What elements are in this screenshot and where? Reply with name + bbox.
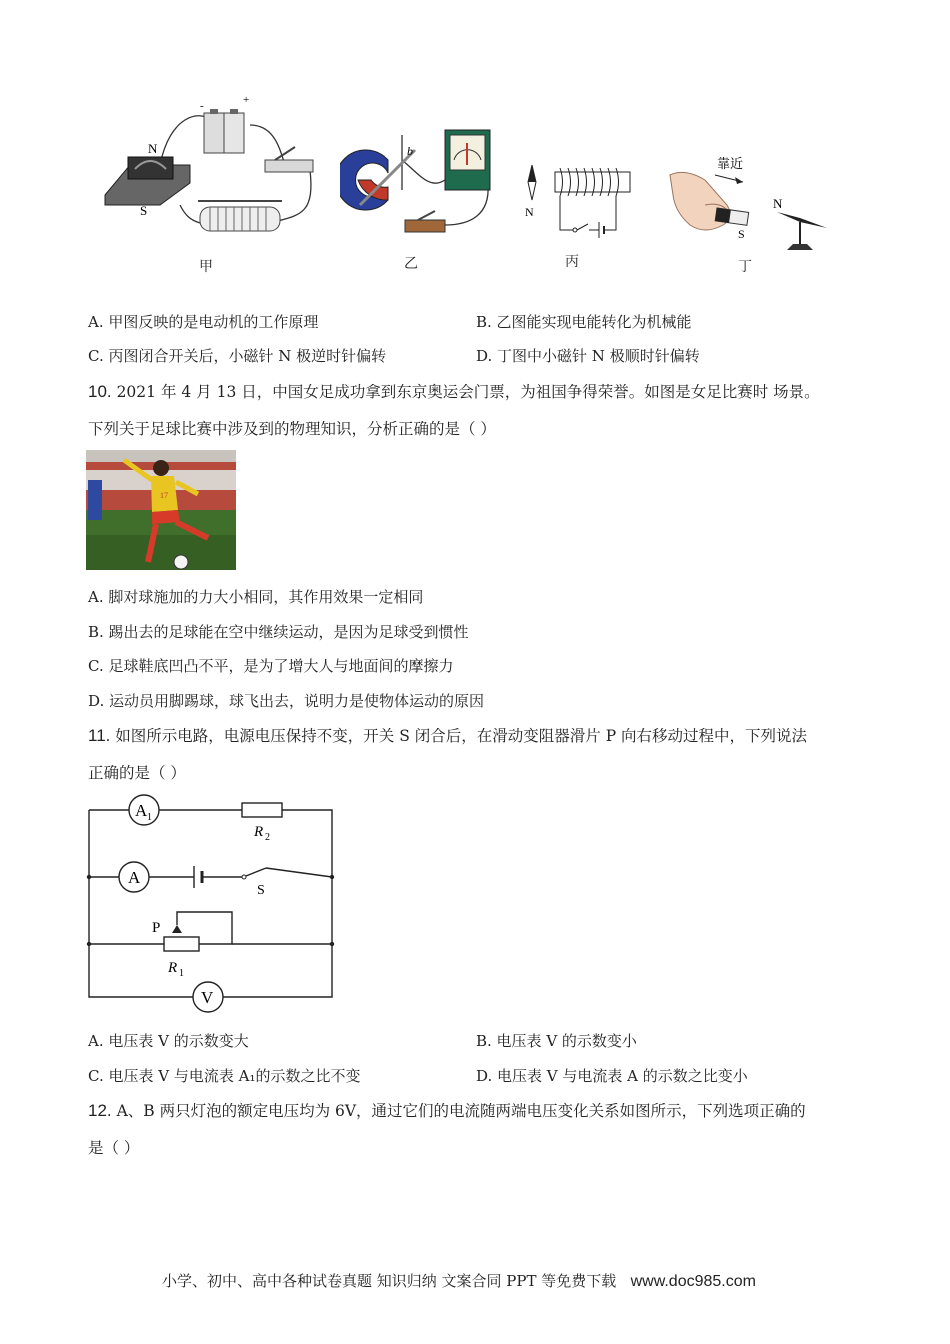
figure-jia <box>100 95 320 245</box>
magnet-s-label: S <box>140 203 148 218</box>
q12-line2: 是（ ） <box>88 1139 140 1157</box>
q10-option-b: B. 踢出去的足球能在空中继续运动，是因为足球受到惯性 <box>88 623 469 641</box>
battery-plus-label: + <box>243 95 250 106</box>
q11-line1: 11. 如图所示电路，电源电压保持不变，开关 S 闭合后，在滑动变阻器滑片 P 向右移动过程中，下列说法 <box>88 726 808 745</box>
figure-ding <box>665 150 840 255</box>
needle-n-label: N <box>525 205 534 219</box>
q9-option-c: C. 丙图闭合开关后，小磁针 N 极逆时针偏转 <box>88 347 387 365</box>
q11-line2: 正确的是（ ） <box>88 764 186 782</box>
figure-bing <box>515 160 640 245</box>
ammeter-a-label: A <box>128 868 141 887</box>
q10-line1: 10. 2021 年 4 月 13 日，中国女足成功拿到东京奥运会门票，为祖国争得荣誉。如图是女足比赛时 场景。 <box>88 382 820 401</box>
q10-number: 10. <box>88 382 112 401</box>
q11-option-c: C. 电压表 V 与电流表 A₁的示数之比不变 <box>88 1067 361 1085</box>
q10-option-d: D. 运动员用脚踢球，球飞出去，说明力是使物体运动的原因 <box>88 692 485 710</box>
conductor-b-label: b <box>407 144 413 158</box>
rheostat-r1-label: R <box>168 960 178 976</box>
q12-number: 12. <box>88 1101 112 1120</box>
resistor-r2-subscript: 2 <box>265 832 270 843</box>
compass-n-label: N <box>773 196 783 211</box>
figure-bing-caption: 丙 <box>565 254 579 270</box>
q11-option-a: A. 电压表 V 的示数变大 <box>88 1032 249 1050</box>
approach-label: 靠近 <box>717 156 744 171</box>
q11-option-d: D. 电压表 V 与电流表 A 的示数之比变小 <box>476 1067 748 1085</box>
jersey-number: 17 <box>160 491 168 500</box>
switch-s-label: S <box>257 883 265 898</box>
q10-football-photo <box>86 450 236 570</box>
figure-ding-caption: 丁 <box>738 259 752 275</box>
figure-yi-caption: 乙 <box>404 256 418 272</box>
magnet-s-label: S <box>738 227 745 241</box>
battery-minus-label: - <box>200 100 204 112</box>
resistor-r2-label: R <box>254 824 264 840</box>
q9-option-a: A. 甲图反映的是电动机的工作原理 <box>88 313 319 331</box>
figure-yi <box>340 125 505 240</box>
ammeter-a1-label: A <box>135 801 148 820</box>
ammeter-a1-subscript: 1 <box>147 812 152 823</box>
magnet-n-label: N <box>148 141 158 156</box>
q9-option-d: D. 丁图中小磁针 N 极顺时针偏转 <box>476 347 700 365</box>
figure-jia-caption: 甲 <box>199 259 213 275</box>
footer-text: 小学、初中、高中各种试卷真题 知识归纳 文案合同 PPT 等免费下载 <box>162 1272 617 1290</box>
q9-option-b: B. 乙图能实现电能转化为机械能 <box>476 313 692 331</box>
q10-option-a: A. 脚对球施加的力大小相同，其作用效果一定相同 <box>88 588 424 606</box>
q11-circuit-diagram <box>84 790 339 1015</box>
q11-number: 11. <box>88 726 111 745</box>
q12-line1: 12. A、B 两只灯泡的额定电压均为 6V，通过它们的电流随两端电压变化关系如图所示，下列选项正确的 <box>88 1101 806 1120</box>
voltmeter-v-label: V <box>201 988 214 1007</box>
rheostat-r1-subscript: 1 <box>179 968 184 979</box>
q11-option-b: B. 电压表 V 的示数变小 <box>476 1032 637 1050</box>
q10-option-c: C. 足球鞋底凹凸不平，是为了增大人与地面间的摩擦力 <box>88 657 454 675</box>
footer-url[interactable]: www.doc985.com <box>630 1273 756 1290</box>
slider-p-label: P <box>152 920 161 936</box>
q10-line2: 下列关于足球比赛中涉及到的物理知识，分析正确的是（ ） <box>88 420 496 438</box>
page-footer <box>162 1270 756 1291</box>
